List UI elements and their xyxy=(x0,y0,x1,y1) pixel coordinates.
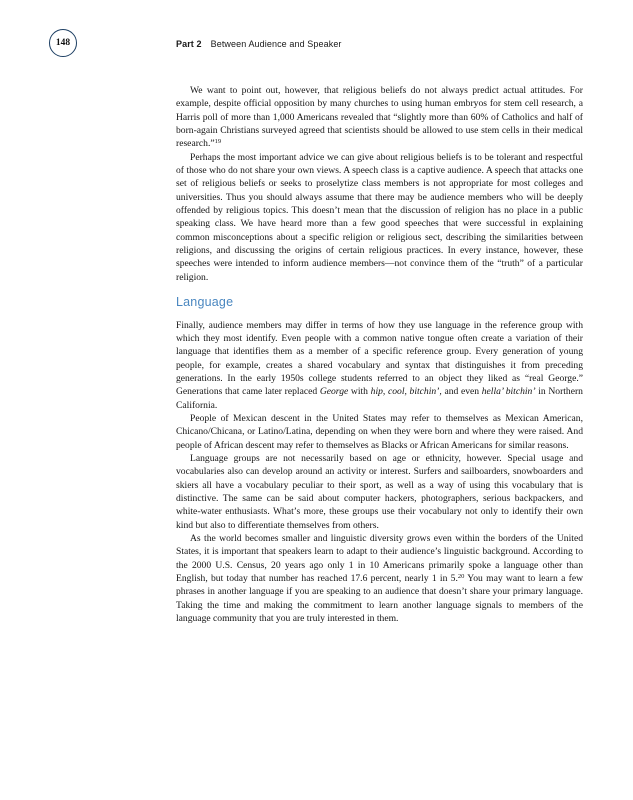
italic-term: hella’ bitchin’ xyxy=(481,386,536,398)
text-run: Language groups are not necessarily based on age or ethnicity, however. Special usage and vocabularies also can develop around an activity or interest. Surfers and sailboarders, snowboarders and skiers all have a vocabulary peculiar to their sport, as well as a way of using this vocabulary that is distinctive. The same can be said about computer hackers, photographers, serious backpackers, and white-water enthusiasts. What’s more, these groups use their vocabulary not only to identify their own kind but also to differentiate themselves from others. xyxy=(176,452,583,531)
text-run: and even xyxy=(441,386,482,398)
paragraph xyxy=(176,84,583,151)
text-run: Perhaps the most important advice we can give about religious beliefs is to be tolerant and respectful of those who do not share your own views. A speech class is a captive audience. A speech that attacks one set of religious beliefs or seeks to proselytize class members is not appropriate for most colleges and universities. Thus you should always assume that there may be audience members who will be deeply offended by religious topics. This doesn’t mean that the discussion of religion has no place in a public speaking class. We have heard more than a few good speeches that were successful in explaining common misconceptions about a specific religion or religious sect, describing the similarities between religions, and discussing the origins of certain religious practices. In every instance, however, these speeches were intended to inform audience members—not convince them of the “truth” of a particular religion. xyxy=(176,151,583,283)
text-column xyxy=(176,84,583,625)
text-run: People of Mexican descent in the United States may refer to themselves as Mexican American, Chicano/Chicana, or Latino/Latina, depending on when they were born and where they were raised. And people of African descent may refer to themselves as Blacks or African Americans for similar reasons. xyxy=(176,412,583,451)
paragraph xyxy=(176,452,583,532)
italic-term: hip, cool, bitchin’, xyxy=(370,386,442,398)
text-run: We want to point out, however, that religious beliefs do not always predict actual attitudes. For example, despite official opposition by many churches to using human embryos for stem cell research, a Harris poll of more than 1,000 Americans revealed that “slightly more than 60% of Catholics and half of born-again Christians surveyed agreed that scientists should be allowed to use stem cells in their medical research.” xyxy=(176,85,583,150)
part-label: Part 2 xyxy=(176,39,202,49)
paragraph xyxy=(176,532,583,625)
text-run: with xyxy=(348,386,371,398)
text-run: You may want to learn a few phrases in another language if you are speaking to an audience that doesn’t share your primary language. Taking the time and making the commitment to learn another language signals to members of the language community that you are truly interested in them. xyxy=(176,573,584,625)
text-run: in Northern California. xyxy=(176,386,583,411)
paragraph xyxy=(176,412,583,452)
text-run: As the world becomes smaller and linguistic diversity grows even within the borders of the United States, it is important that speakers learn to adapt to their audience’s linguistic background. According to the 2000 U.S. Census, 20 years ago only 1 in 10 Americans primarily spoke a language other than English, but today that number has reached 17.6 percent, nearly 1 in 5. xyxy=(176,533,583,585)
running-header xyxy=(176,39,342,49)
paragraph xyxy=(176,319,583,412)
running-header-title: Between Audience and Speaker xyxy=(210,39,342,49)
section-heading: Language xyxy=(176,295,234,310)
text-run: Finally, audience members may differ in terms of how they use language in the reference group with which they most identify. Even people with a common native tongue often create a variation of their language that identifies them as a member of a specific reference group. Every generation of young people, for example, creates a shared vocabulary and syntax that distinguishes it from preceding generations. In the early 1950s college students referred to an object they liked as “real George.” Generations that came later replaced xyxy=(176,319,583,398)
footnote-reference: 20 xyxy=(457,572,465,580)
page-number-badge xyxy=(49,29,77,57)
page-number: 148 xyxy=(55,38,71,48)
italic-term: George xyxy=(319,386,349,398)
footnote-reference: 19 xyxy=(214,137,222,145)
paragraph xyxy=(176,151,583,284)
